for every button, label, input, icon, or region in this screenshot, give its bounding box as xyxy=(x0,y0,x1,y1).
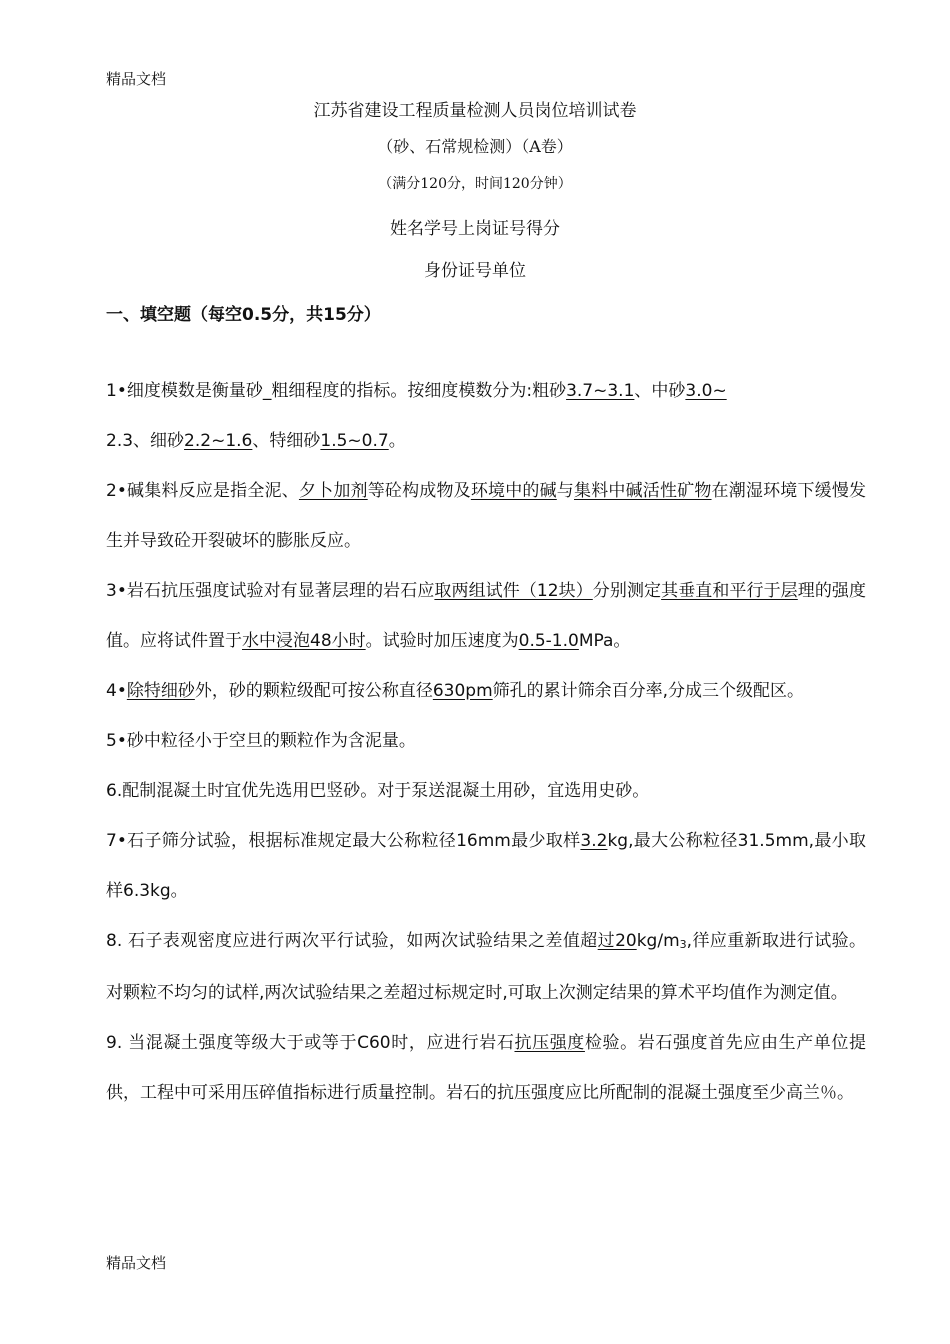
watermark-bottom: 精品文档 xyxy=(106,1254,167,1272)
q4-text: 4• xyxy=(106,681,127,701)
q3-answer-3: 水中浸泡48小时 xyxy=(242,631,366,651)
q1-text: 1•细度模数是衡量砂_粗细程度的指标。按细度模数分为:粗砂 xyxy=(106,381,567,401)
q8-text: kg/m xyxy=(636,931,680,951)
question-1 xyxy=(106,366,866,466)
question-6 xyxy=(106,766,866,816)
q2-answer-3: 集料中碱活性矿物 xyxy=(574,481,712,501)
q4-answer-1: 除特细砂 xyxy=(126,681,195,701)
q2-text: 与 xyxy=(556,481,574,501)
q3-text: MPa。 xyxy=(578,631,631,651)
q9-answer-1: 抗压强度 xyxy=(514,1033,585,1053)
q2-text: 2•碱集料反应是指全泥、 xyxy=(106,481,299,501)
q7-text: 7•石子筛分试验，根据标准规定最大公称粒径16mm最少取样 xyxy=(106,831,581,851)
q1-text: 、特细砂 xyxy=(252,431,321,451)
question-3 xyxy=(106,566,866,666)
q3-text: 分别测定 xyxy=(592,581,662,601)
q1-answer-extra-fine: 1.5~0.7 xyxy=(320,431,389,451)
watermark-top: 精品文档 xyxy=(106,70,167,88)
exam-subtitle: （砂、石常规检测）（A卷） xyxy=(377,137,573,156)
question-5 xyxy=(106,716,866,766)
q3-answer-1: 取两组试件（12块） xyxy=(434,581,593,601)
examinee-info-line1: 姓名学号上岗证号得分 xyxy=(390,219,560,239)
question-9 xyxy=(106,1018,866,1118)
q7-answer-1: 3.2 xyxy=(580,831,608,851)
q3-text: 理的强度值。应将试件置于 xyxy=(106,581,867,651)
q4-text: 外，砂的颗粒级配可按公称直径 xyxy=(194,681,433,701)
q3-answer-2: 其垂直和平行于层 xyxy=(661,581,798,601)
question-4 xyxy=(106,666,866,716)
q1-text: 。 xyxy=(388,431,406,451)
q3-answer-4: 0.5-1.0 xyxy=(518,631,579,651)
q2-text: 在潮湿环境下缓慢发生并导致砼开裂破坏的膨胀反应。 xyxy=(106,481,867,551)
q8-answer-1: 过20 xyxy=(597,931,637,951)
q2-answer-2: 环境中的碱 xyxy=(470,481,557,501)
question-2 xyxy=(106,466,866,566)
q9-text: 9. 当混凝土强度等级大于或等于C60时，应进行岩石 xyxy=(106,1033,515,1053)
exam-score-time: （满分120分，时间120分钟） xyxy=(378,176,572,192)
q1-answer-fine: 2.2~1.6 xyxy=(184,431,253,451)
q5-text: 5•砂中粒径小于空旦的颗粒作为含泥量。 xyxy=(106,731,416,751)
q2-answer-1: 夕卜加剂 xyxy=(298,481,368,501)
section-heading-fill-in: 一、填空题（每空0.5分，共15分） xyxy=(106,305,381,325)
question-7 xyxy=(106,816,866,916)
q1-text: 、中砂 xyxy=(634,381,686,401)
q4-text: 筛孔的累计筛余百分率,分成三个级配区。 xyxy=(492,681,805,701)
q8-text: ,徉应重新取进行试验。对颗粒不均匀的试样,两次试验结果之差超过标规定时,可取上次测定结果的算术平均值作为测定值。 xyxy=(106,931,866,1003)
q1-text: 、细砂 xyxy=(133,431,185,451)
q4-answer-2: 630pm xyxy=(432,681,493,701)
q1-answer-medium: 3.0~ xyxy=(685,381,727,401)
question-8 xyxy=(106,916,866,1018)
q1-answer-coarse: 3.7~3.1 xyxy=(566,381,635,401)
q1-answer-medium-end: 2.3 xyxy=(106,431,134,451)
exam-title: 江苏省建设工程质量检测人员岗位培训试卷 xyxy=(313,101,637,121)
q6-text: 6.配制混凝土时宜优先选用巴竖砂。对于泵送混凝土用砂，宜选用史砂。 xyxy=(106,781,650,801)
q8-text: 8. 石子表观密度应进行两次平行试验，如两次试验结果之差值超 xyxy=(106,931,598,951)
question-list xyxy=(106,366,866,1118)
q8-unit-subscript: 3 xyxy=(679,938,687,951)
q9-text: 检验。岩石强度首先应由生产单位提供，工程中可采用压碎值指标进行质量控制。岩石的抗压强度应比所配制的混凝土强度至少高兰％。 xyxy=(106,1033,867,1103)
q7-text: kg,最大公称粒径31.5mm,最小取样6.3kg。 xyxy=(106,831,866,901)
q2-text: 等砼构成物及 xyxy=(367,481,471,501)
examinee-info-line2: 身份证号单位 xyxy=(424,261,526,281)
q3-text: 3•岩石抗压强度试验对有显著层理的岩石应 xyxy=(106,581,435,601)
q3-text: 。试验时加压速度为 xyxy=(365,631,519,651)
